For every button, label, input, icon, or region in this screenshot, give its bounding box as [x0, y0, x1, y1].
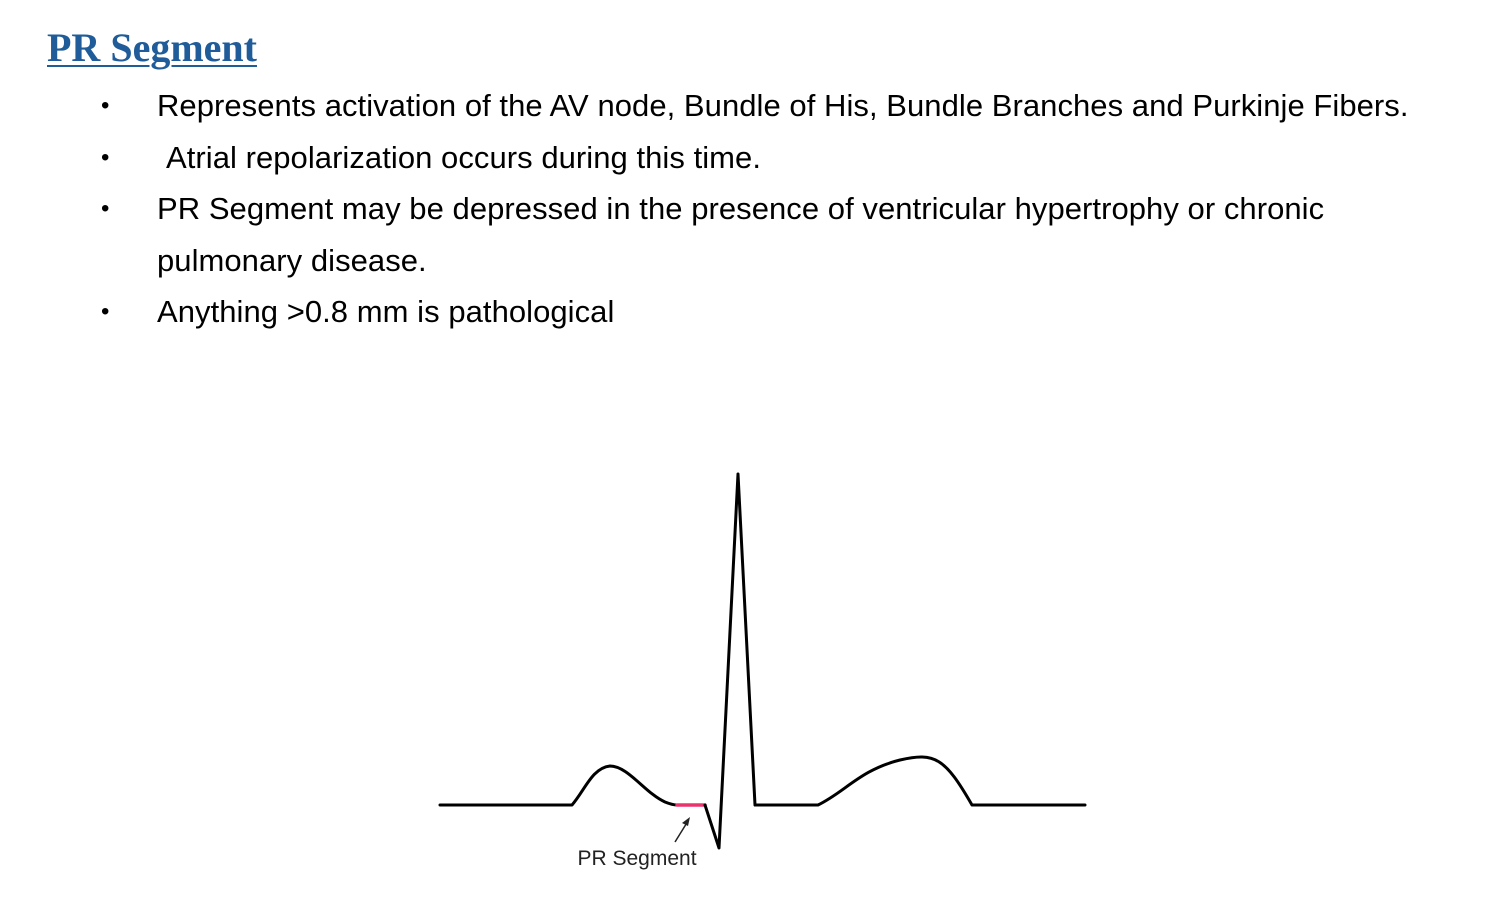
arrow-head-icon: [682, 817, 690, 826]
list-item: [0, 286, 1500, 338]
bullet-text: PR Segment may be depressed in the presence of ventricular hypertrophy or chronic pulmonary disease.: [157, 191, 1325, 278]
pr-segment-label: PR Segment: [577, 847, 697, 870]
bullet-text: Represents activation of the AV node, Bundle of His, Bundle Branches and Purkinje Fibers.: [157, 88, 1409, 123]
bullet-icon: •: [101, 92, 110, 119]
bullet-icon: •: [101, 298, 110, 325]
list-item: [0, 80, 1500, 132]
bullet-icon: •: [101, 143, 110, 171]
bullet-text: Anything >0.8 mm is pathological: [157, 294, 615, 329]
bullet-icon: •: [101, 195, 110, 222]
pr-segment-arrow: [675, 821, 688, 842]
list-item: [0, 183, 1500, 286]
ecg-trace-qrs-t: [705, 474, 1085, 848]
ecg-trace: [440, 766, 677, 805]
page-title: PR Segment: [47, 25, 257, 70]
list-item: [0, 132, 1500, 184]
bullet-text: Atrial repolarization occurs during this time.: [166, 139, 761, 175]
bullet-list: [0, 80, 1500, 338]
